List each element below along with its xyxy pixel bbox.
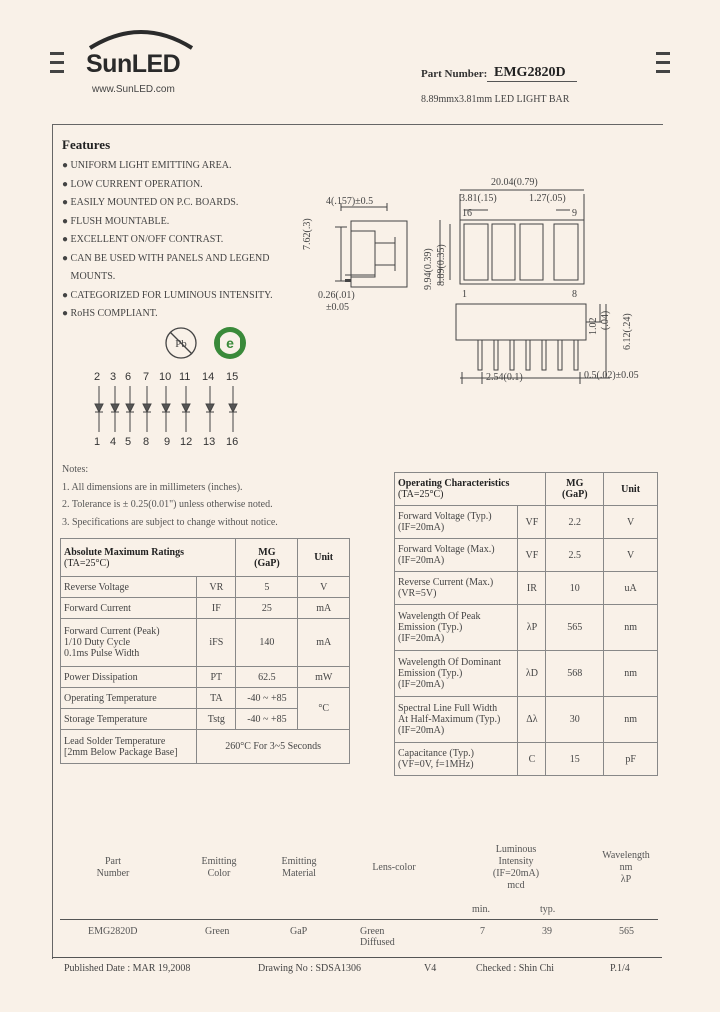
row-color: Green [205, 926, 230, 937]
table-row: Wavelength Of Peak Emission (Typ.) (IF=20mA) λP 565 nm [395, 605, 658, 651]
feature-item: ● CAN BE USED WITH PANELS AND LEGEND [62, 252, 270, 264]
dim-side-top: 4(.157)±0.5 [326, 196, 374, 207]
table-row: Storage Temperature Tstg -40 ~ +85 [61, 709, 350, 730]
pin-numbers-top: 2 3 6 7 10 11 14 15 [94, 371, 239, 383]
note-item: 3. Specifications are subject to change without notice. [62, 516, 278, 528]
row-min: 7 [480, 926, 485, 937]
rohs-badges [163, 325, 255, 361]
corner-mark [50, 52, 64, 55]
feature-item: ● EASILY MOUNTED ON P.C. BOARDS. [62, 197, 239, 208]
col-color: Emitting Color [201, 856, 237, 879]
dim-front-h2: 8.89(0.35) [436, 244, 447, 286]
dim-bottom-2: (.04) [600, 310, 611, 330]
row-wavelength: 565 [619, 926, 634, 937]
row-material: GaP [290, 926, 308, 937]
diode-diagram [90, 386, 250, 434]
col-material: Emitting Material [281, 856, 317, 879]
description: 8.89mmx3.81mm LED LIGHT BAR [421, 94, 570, 105]
corner-mark [50, 70, 64, 73]
notes-title: Notes: [62, 464, 89, 475]
table-row: Operating Temperature TA -40 ~ +85 °C [61, 688, 350, 709]
logo-arc-icon [86, 22, 196, 52]
bottom-pin-8: 8 [572, 289, 577, 300]
dim-pitch: 2.54(0.1) [486, 372, 523, 383]
front-pin-9: 9 [572, 208, 577, 219]
frame-left [52, 124, 53, 958]
dim-side-height: 7.62(.3) [302, 218, 313, 250]
features-list [62, 157, 273, 324]
dim-pin-width: 0.5(.02)±0.05 [584, 370, 639, 381]
e-mark-icon [214, 327, 246, 359]
table-row: Forward Voltage (Typ.) (IF=20mA) VF 2.2 V [395, 506, 658, 539]
pin-numbers-bottom: 1 4 5 8 9 12 13 16 [94, 436, 239, 448]
bottom-pin-1: 1 [462, 289, 467, 300]
front-pin-16: 16 [462, 208, 472, 219]
footer-page: P.1/4 [610, 963, 630, 974]
dim-front-width: 20.04(0.79) [491, 177, 538, 188]
part-number: EMG2820D [494, 65, 566, 80]
feature-item: MOUNTS. [70, 271, 116, 282]
dim-bottom-3: 6.12(.24) [622, 313, 633, 350]
table-row: Forward Current IF 25 mA [61, 598, 350, 619]
corner-mark [656, 61, 670, 64]
col-lens: Lens-color [372, 862, 416, 873]
divider [52, 957, 662, 958]
front-view-drawing [420, 180, 620, 400]
table-row: Lead Solder Temperature [2mm Below Package Base] 260°C For 3~5 Seconds [61, 730, 350, 764]
dim-side-tolerance: ±0.05 [326, 302, 349, 313]
feature-item: ● CATEGORIZED FOR LUMINOUS INTENSITY. [62, 289, 273, 301]
divider [487, 81, 577, 82]
divider [60, 919, 658, 920]
table-row: Spectral Line Full Width At Half-Maximum (Typ.) (IF=20mA) Δλ 30 nm [395, 697, 658, 743]
notes [62, 461, 278, 531]
footer-checked: Checked : Shin Chi [476, 963, 555, 974]
dim-front-h1: 9.94(0.39) [423, 248, 434, 290]
features-title: Features [62, 137, 111, 152]
abs-max-table: Absolute Maximum Ratings (TA=25°C) MG (GaP) Unit Reverse Voltage VR 5 V Forward Current IF 25 mA Forward Current (Peak) 1/10 Duty Cycle 0.1ms Pulse Width iFS 140 mA Power Dissipation PT 62.5 mW Operating Temperature TA -40 ~ +85 °C Storage Temperature Tstg -40 ~ +85 Lead Solder Temperature [2mm Below Package Base] 260°C For 3~5 Seconds [60, 538, 350, 764]
col-luminous: Luminous Intensity (IF=20mA) mcd [492, 844, 540, 891]
corner-mark [656, 70, 670, 73]
corner-mark [656, 52, 670, 55]
table-row: Power Dissipation PT 62.5 mW [61, 667, 350, 688]
row-part: EMG2820D [88, 926, 138, 937]
feature-item: ● RoHS COMPLIANT. [62, 308, 158, 319]
feature-item: ● UNIFORM LIGHT EMITTING AREA. [62, 160, 232, 171]
part-number-label: Part Number: [421, 68, 488, 80]
op-char-table: Operating Characteristics (TA=25°C) MG (GaP) Unit Forward Voltage (Typ.) (IF=20mA) VF 2.2 V Forward Voltage (Max.) (IF=20mA) VF 2.5 V Reverse Current (Max.) (VR=5V) IR 10 uA Wavelength Of Peak Emission (Typ.) (IF=20mA) λP 565 nm Wavelength Of Dominant Emission (Typ.) (IF=20mA) λD 568 nm Spectral Line Full Width At Half-Maximum (Typ.) (IF=20mA) Δλ 30 nm Capacitance (Typ.) (VF=0V, f=1MHz) C 15 pF [394, 472, 658, 776]
dim-bottom-1: 1.02 [588, 317, 599, 335]
col-min: min. [472, 904, 491, 915]
row-lens: Green Diffused [360, 926, 395, 948]
note-item: 2. Tolerance is ± 0.25(0.01") unless otherwise noted. [62, 499, 273, 510]
feature-item: ● LOW CURRENT OPERATION. [62, 178, 203, 190]
table-row: Reverse Voltage VR 5 V [61, 577, 350, 598]
no-lead-icon [166, 328, 196, 358]
website: www.SunLED.com [92, 84, 175, 95]
table-row: Capacitance (Typ.) (VF=0V, f=1MHz) C 15 pF [395, 743, 658, 776]
table-row: Forward Current (Peak) 1/10 Duty Cycle 0.1ms Pulse Width iFS 140 mA [61, 619, 350, 667]
abs-max-title: Absolute Maximum Ratings (TA=25°C) [61, 539, 236, 577]
row-typ: 39 [542, 926, 552, 937]
col-part: Part Number [96, 856, 130, 879]
table-row: Wavelength Of Dominant Emission (Typ.) (IF=20mA) λD 568 nm [395, 651, 658, 697]
note-item: 1. All dimensions are in millimeters (inches). [62, 481, 243, 493]
col-typ: typ. [540, 904, 556, 915]
feature-item: ● FLUSH MOUNTABLE. [62, 215, 170, 227]
corner-mark [50, 61, 64, 64]
dim-front-segment: 3.81(.15) [460, 193, 497, 204]
svg-text:e: e [226, 335, 234, 351]
svg-text:Pb: Pb [175, 338, 187, 350]
logo: SunLED [86, 50, 181, 78]
dim-front-gap: 1.27(.05) [529, 193, 566, 204]
feature-item: ● EXCELLENT ON/OFF CONTRAST. [62, 234, 224, 245]
table-row: Forward Voltage (Max.) (IF=20mA) VF 2.5 V [395, 539, 658, 572]
table-row: Reverse Current (Max.) (VR=5V) IR 10 uA [395, 572, 658, 605]
footer-published: Published Date : MAR 19,2008 [64, 963, 191, 974]
footer-version: V4 [424, 963, 437, 974]
footer-drawing: Drawing No : SDSA1306 [258, 963, 362, 974]
col-wavelength: Wavelength nm λP [602, 850, 650, 885]
dim-side-bottom: 0.26(.01) [318, 290, 355, 301]
